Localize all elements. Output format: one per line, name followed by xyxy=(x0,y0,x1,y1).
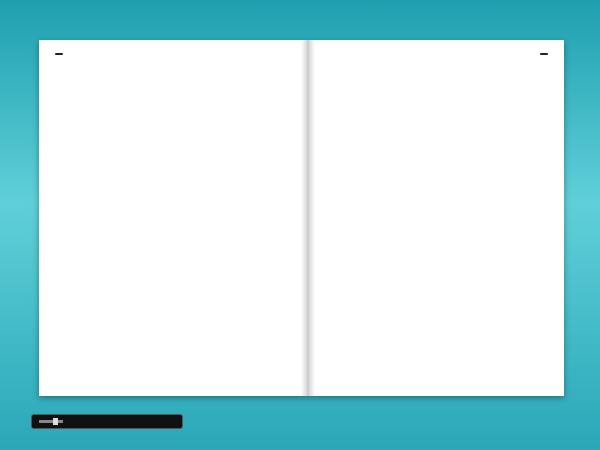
left-header-banner xyxy=(55,53,63,55)
right-page-header xyxy=(327,47,552,61)
right-page xyxy=(315,40,564,396)
top-toolbar xyxy=(0,0,600,34)
audio-player[interactable] xyxy=(31,414,183,429)
right-header-banner xyxy=(540,53,548,55)
book-spread xyxy=(39,40,564,396)
volume-slider-knob[interactable] xyxy=(53,418,58,425)
left-page xyxy=(39,40,301,396)
left-page-header xyxy=(51,47,289,61)
book-spine xyxy=(301,40,315,396)
bottom-toolbar xyxy=(0,411,600,431)
volume-slider[interactable] xyxy=(39,420,63,423)
